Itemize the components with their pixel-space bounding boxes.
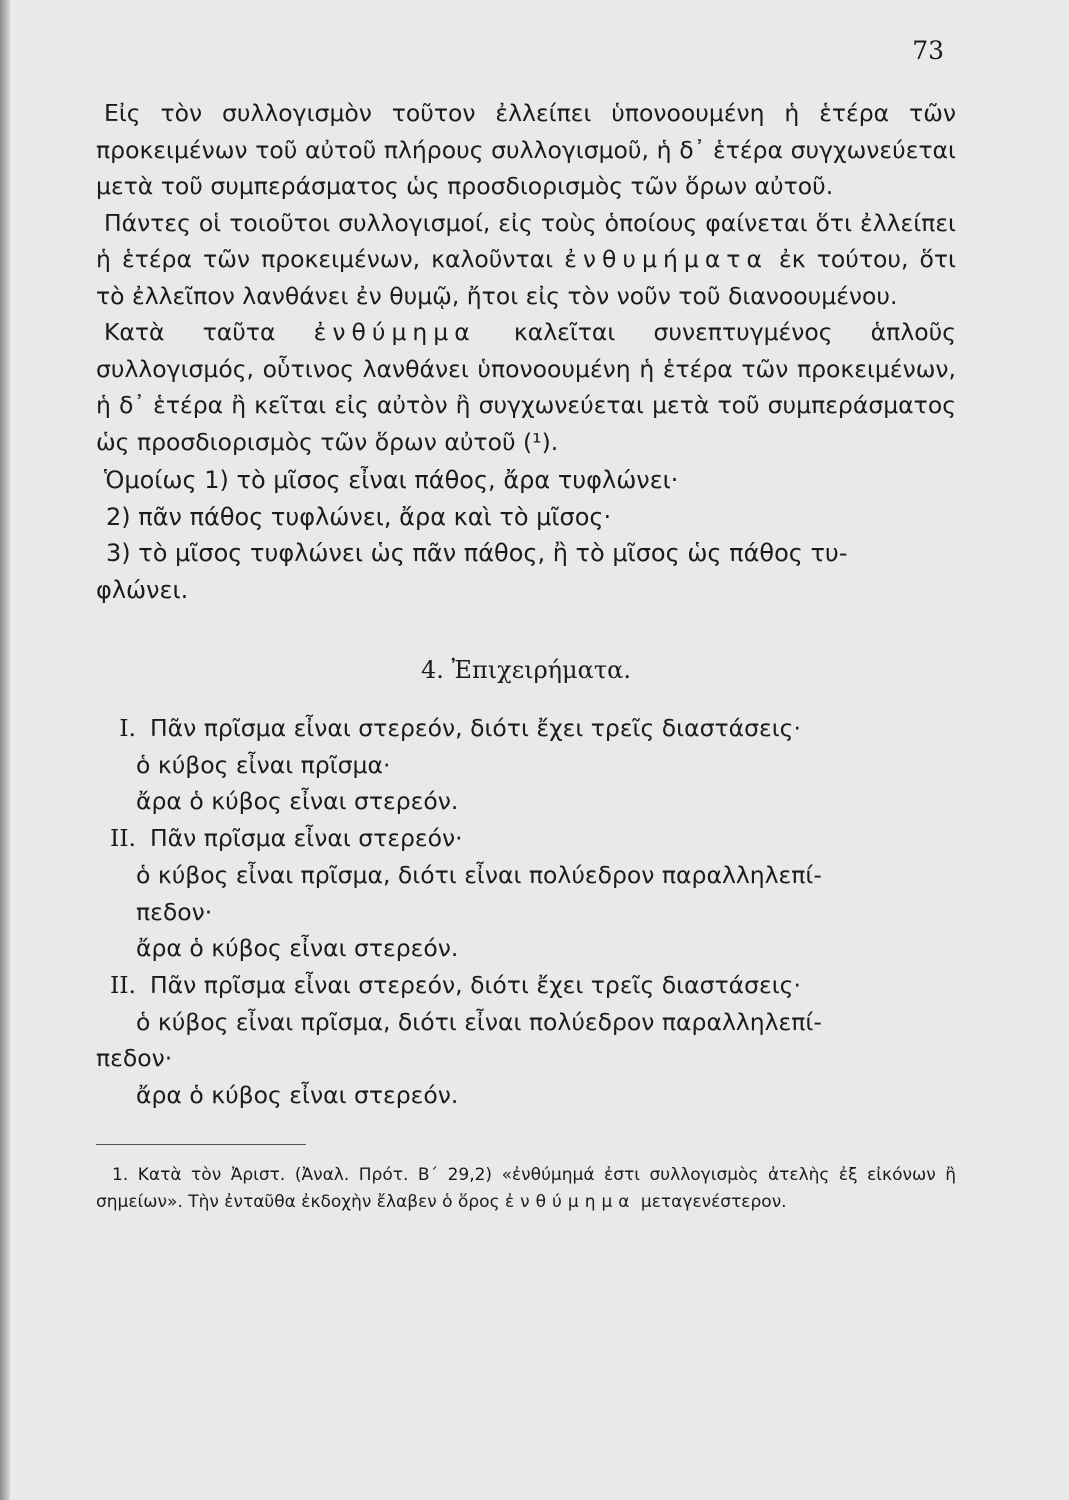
syllogism-2-premise-2-continuation: πεδον· (136, 897, 213, 926)
paragraph-2-text-b: ἐκ τούτου, ὅτι τὸ ἐλλεῖπον λανθάνει ἐν θυμῷ, ἤτοι εἰς τὸν νοῦν τοῦ διανοουμένου. (96, 245, 956, 310)
syllogism-3-number: II. (109, 970, 136, 999)
term-enthymema: ἐνθύμημα (313, 318, 476, 346)
section-heading: 4. Ἐπιχειρήματα. (421, 656, 631, 684)
syllogism-2-premise-1 (96, 820, 956, 857)
footnote-divider (96, 1144, 306, 1145)
examples-block (96, 462, 956, 608)
syllogism-1-premise-2: ὁ κύβος εἶναι πρῖσμα· (136, 750, 391, 779)
example-line-2: 2) πᾶν πάθος τυφλώνει, ἄρα καὶ τὸ μῖσος· (106, 502, 612, 531)
example-line-3: 3) τὸ μῖσος τυφλώνει ὡς πᾶν πάθος, ἢ τὸ μῖσος ὡς πάθος τυ- (106, 539, 848, 567)
paragraph-3-text-a: Κατὰ ταῦτα (104, 318, 314, 346)
syllogism-3-premise-2: ὁ κύβος εἶναι πρῖσμα, διότι εἶναι πολύεδρον παραλληλεπί- (136, 1007, 822, 1036)
footnote-text-a: 1. Κατὰ τὸν Ἀριστ. (Ἀναλ. Πρότ. Β΄ 29,2) «ἐνθύμημά ἐστι συλλογισμὸς ἀτελὴς ἐξ εἰκόνων ἢ σημείων». Τὴν ἐνταῦθα ἐκδοχὴν ἔλαβεν ὁ ὅρος (96, 1164, 956, 1212)
syllogism-2-number: II. (109, 824, 136, 853)
footnote-term: ἐνθύμημα (504, 1191, 636, 1212)
paragraph-2 (96, 205, 956, 315)
paragraph-2-text-a: Πάντες οἱ τοιοῦτοι συλλογισμοί, εἰς τοὺς ὁποίους φαίνεται ὅτι ἐλλείπει ἡ ἑτέρα τῶν προκειμένων, καλοῦνται (96, 208, 956, 273)
example-line-1: Ὁμοίως 1) τὸ μῖσος εἶναι πάθος, ἄρα τυφλώνει· (104, 466, 679, 494)
page-number: 73 (912, 36, 944, 65)
footnote (96, 1162, 956, 1216)
syllogism-3-premise-2-continuation: πεδον· (96, 1044, 173, 1073)
syllogism-3-conclusion: ἄρα ὁ κύβος εἶναι στερεόν. (136, 1081, 459, 1110)
syllogism-3-premise-1 (96, 967, 956, 1004)
syllogism-3-premise-1-text: Πᾶν πρῖσμα εἶναι στερεόν, διότι ἔχει τρεῖς διαστάσεις· (150, 970, 801, 999)
syllogism-1-premise-1 (96, 710, 956, 747)
syllogism-1-premise-1-text: Πᾶν πρῖσμα εἶναι στερεόν, διότι ἔχει τρεῖς διαστάσεις· (150, 714, 801, 742)
example-line-3-continuation: φλώνει. (96, 575, 189, 604)
page-edge-shadow (0, 0, 10, 1500)
syllogism-1-number: I. (119, 714, 136, 742)
syllogism-2-premise-1-text: Πᾶν πρῖσμα εἶναι στερεόν· (150, 824, 463, 853)
syllogism-list (96, 710, 956, 1114)
term-enthymemata: ἐνθυμήματα (564, 245, 768, 273)
paragraph-3 (96, 314, 956, 460)
footnote-text-b: μεταγενέστερον. (635, 1191, 787, 1212)
paragraph-3-text-b: καλεῖται συνεπτυγμένος ἁπλοῦς συλλογισμός, οὗτινος λανθάνει ὑπονοουμένη ἡ ἑτέρα τῶν προκειμένων, ἡ δ᾽ ἑτέρα ἢ κεῖται εἰς αὐτὸν ἢ συγχωνεύεται μετὰ τοῦ συμπεράσματος ὡς προσδιορισμὸς τῶν ὅρων αὐτοῦ (¹). (96, 318, 956, 456)
syllogism-2-conclusion: ἄρα ὁ κύβος εἶναι στερεόν. (136, 934, 459, 963)
syllogism-2-premise-2: ὁ κύβος εἶναι πρῖσμα, διότι εἶναι πολύεδρον παραλληλεπί- (136, 860, 822, 889)
book-page (96, 36, 956, 1233)
syllogism-1-conclusion: ἄρα ὁ κύβος εἶναι στερεόν. (136, 787, 459, 816)
paragraph-1: Εἰς τὸν συλλογισμὸν τοῦτον ἐλλείπει ὑπονοουμένη ἡ ἑτέρα τῶν προκειμένων τοῦ αὐτοῦ πλήρους συλλογισμοῦ, ἡ δ᾽ ἑτέρα συγχωνεύεται μετὰ τοῦ συμπεράσματος ὡς προσδιορισμὸς τῶν ὅρων αὐτοῦ. (96, 99, 956, 200)
